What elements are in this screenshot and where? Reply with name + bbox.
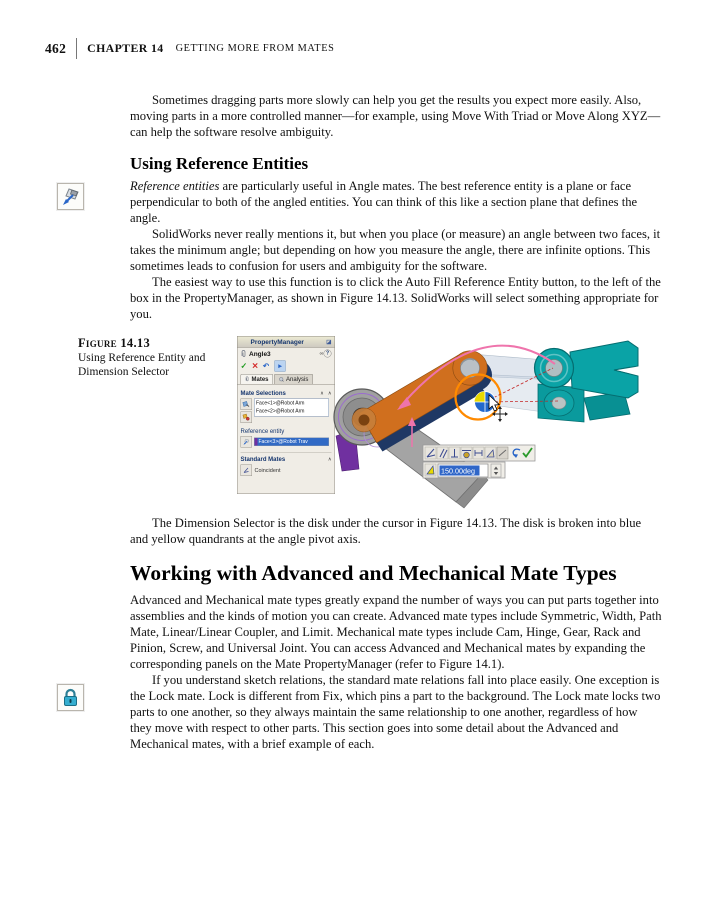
coincident-mate-row[interactable]	[241, 465, 332, 477]
mate-name-row	[238, 348, 335, 359]
reference-entity-group	[241, 436, 332, 448]
reference-entity-field[interactable]	[254, 438, 329, 447]
figure-14-13	[130, 328, 662, 512]
help-icon[interactable]: ?	[324, 350, 332, 358]
reference-paragraph-3: The easiest way to use this function is to click the Auto Fill Reference Entity button, to the left of the box in the PropertyManager, as shown in Figure 14.13. SolidWorks will select something appropriate for you.	[130, 275, 661, 321]
auto-fill-button-glyph	[243, 438, 251, 446]
mate-selections-label: Mate Selections	[240, 389, 286, 397]
mate-selections-group	[241, 399, 332, 424]
coincident-mate-button[interactable]	[241, 465, 253, 477]
auto-fill-reference-entity-button[interactable]	[241, 436, 253, 448]
coincident-label: Coincident	[254, 467, 281, 474]
tab-mates[interactable]	[241, 374, 274, 384]
glasses-icon[interactable]: ∞	[319, 350, 324, 357]
section-heading-advanced-mates: Working with Advanced and Mechanical Mate Types	[130, 561, 617, 585]
text-column	[130, 92, 662, 752]
advanced-paragraph-1: Advanced and Mechanical mate types greatly expand the number of ways you can put parts together into assemblies and the kinds of motion you can create. Advanced mate types include Symmetric, Width, Path Mate, Linear/Linear Coupler, and Limit. Mechanical mate types include Cam, Hinge, Gear, Rack and Pinion, Screw, and Universal Joint. You can access Advanced and Mechanical mates by expanding the corresponding panels on the Mate PropertyManager (refer to Figure 14.1).	[130, 593, 662, 671]
mate-selections-listbox[interactable]	[254, 399, 329, 417]
property-manager-panel	[237, 336, 336, 495]
lock-mate-icon	[57, 684, 84, 711]
mate-paperclip-icon	[241, 350, 248, 358]
reference-entity-label: Reference entity	[240, 427, 285, 435]
chapter-label: CHAPTER 14	[87, 41, 164, 55]
page-number: 462	[45, 40, 67, 56]
standard-mates-label: Standard Mates	[240, 455, 286, 463]
undo-button[interactable]: ↶	[262, 362, 270, 371]
property-manager-title: PropertyManager	[250, 338, 304, 346]
selection-item-2[interactable]: Face<2>@Robot Arm	[256, 408, 305, 414]
advanced-paragraph-2: If you understand sketch relations, the standard mate relations fall into place easily. One exception is the Lock mate. Lock is different from Fix, which pins a part to the background. The Lock mate locks two parts to one another, so they always maintain the same relationship to one another, regardless of how they move with respect to other parts. This section goes into some detail about the Advanced and Mechanical mates, with a brief example of each.	[130, 673, 661, 751]
reference-paragraph-1	[130, 178, 662, 226]
panel-window-icon[interactable]: ◪	[326, 339, 332, 345]
tab-analysis-label: Analysis	[286, 375, 309, 383]
chapter-title: GETTING MORE FROM MATES	[175, 43, 335, 54]
angle-value-spinner[interactable]	[491, 464, 501, 477]
pm-action-row	[238, 359, 335, 373]
reference-entities-italic: Reference entities	[130, 179, 220, 193]
multiple-mate-icon	[243, 414, 251, 422]
standard-mates-header[interactable]	[241, 456, 332, 463]
tab-analysis[interactable]	[274, 374, 313, 384]
gripper-claw	[570, 341, 638, 398]
figure-label: Figure 14.13	[78, 336, 150, 350]
standard-mates-caret-icon[interactable]: ∧	[327, 456, 332, 462]
angle-value-text[interactable]: 150.00deg	[441, 466, 475, 476]
entities-filter-icon	[243, 401, 251, 409]
reference-entity-value[interactable]: Face<3>@Robot Trav	[258, 438, 329, 446]
figure-caption-text: Using Reference Entity and Dimension Selector	[78, 351, 206, 378]
robot-arm-scene	[332, 328, 658, 510]
auto-fill-reference-entity-icon	[57, 183, 84, 210]
reference-paragraph-1-rest: are particularly useful in Angle mates. The best reference entity is a plane or face perpendicular to both of the angled entities. You can think of this like a section plane that defines the angle.	[130, 179, 638, 225]
mates-tab-icon	[245, 376, 250, 382]
auto-fill-reference-entity-glyph	[60, 186, 81, 207]
coincident-icon	[243, 467, 250, 474]
teal-gripper	[535, 341, 639, 422]
entities-filter-button[interactable]	[241, 399, 253, 411]
property-manager-titlebar[interactable]	[238, 337, 335, 349]
keep-visible-pin-button[interactable]: ▶	[275, 361, 286, 372]
mate-name: Angle3	[249, 349, 271, 358]
multiple-mate-button[interactable]	[241, 412, 253, 424]
intro-paragraph: Sometimes dragging parts more slowly can help you get the results you expect more easily. Also, moving parts in a more controlled manner—for example, using Move With Triad or Move Along XYZ—can help the software resolve ambiguity.	[130, 93, 661, 139]
ok-button[interactable]: ✓	[240, 362, 248, 371]
dimension-selector-paragraph: The Dimension Selector is the disk under the cursor in Figure 14.13. The disk is broken into blue and yellow quandrants at the angle pivot axis.	[130, 516, 642, 546]
analysis-tab-icon	[279, 376, 285, 382]
collapse-caret-icon[interactable]: ∧	[320, 390, 324, 396]
lock-glyph	[60, 687, 81, 708]
selection-item-1[interactable]: Face<1>@Robot Arm	[256, 400, 305, 406]
pm-tab-bar	[238, 373, 335, 385]
scroll-up-caret-icon[interactable]: ∧	[327, 390, 332, 396]
header-divider	[76, 38, 77, 59]
cancel-button[interactable]: ✕	[251, 362, 259, 371]
tab-mates-label: Mates	[251, 375, 269, 383]
section-heading-reference-entities: Using Reference Entities	[130, 154, 309, 173]
panel-divider	[241, 452, 332, 453]
mate-selections-header[interactable]	[241, 390, 332, 397]
running-head	[45, 38, 334, 59]
reference-paragraph-2: SolidWorks never really mentions it, but when you place (or measure) an angle between two faces, it takes the minimum angle; but depending on how you measure the angle, there are infinite options. This sometimes leads to confusion for users and ambiguity for the software.	[130, 227, 661, 273]
